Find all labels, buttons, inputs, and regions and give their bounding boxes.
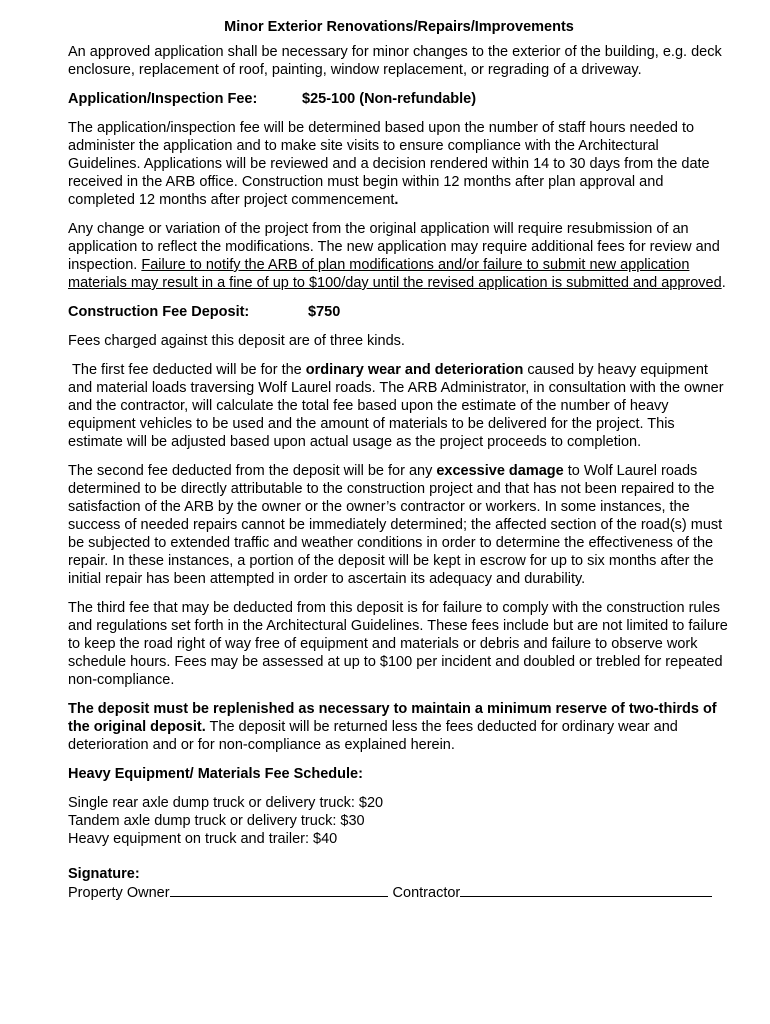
second-fee-post: to Wolf Laurel roads determined to be directly attributable to the construction project and that has not been repaired to the satisfaction of the ARB by the owner or the owner’s contractor or workers. In some instances, the success of needed repairs cannot be immediately determined; the affected section of the road(s) must be subjected to extended traffic and weather conditions in order to determine the effectiveness of the repair. In these instances, a portion of the deposit will be kept in escrow for up to six months after the initial repair has been attempted in order to ascertain its adequacy and durability. — [68, 463, 723, 587]
change-text: Any change or variation of the project from the original application will require resubmission of an application to reflect the modifications. The new application may require additional fees for review and inspection. — [68, 221, 720, 273]
application-fee-line — [68, 90, 730, 108]
second-fee-paragraph — [68, 462, 730, 588]
change-paragraph — [68, 220, 730, 292]
deposit-line — [68, 303, 730, 321]
first-fee-post: caused by heavy equipment and material loads traversing Wolf Laurel roads. The ARB Administrator, in consultation with the owner and the contractor, will calculate the total fee based upon the estimate of the number of heavy equipment vehicles to be used and the amount of materials to be delivered for the project. This estimate will be adjusted based upon actual usage as the project proceeds to completion. — [68, 362, 728, 450]
change-warning: Failure to notify the ARB of plan modifications and/or failure to submit new application materials may result in a fine of up to $100/day until the revised application is submitted and approved — [68, 257, 722, 291]
signature-heading: Signature: — [68, 866, 140, 882]
signature-line — [68, 883, 730, 902]
change-period: . — [721, 275, 726, 291]
replenish-post: The deposit will be returned less the fees deducted for ordinary wear and deterioration and or for non-compliance as explained herein. — [68, 719, 678, 753]
deposit-value: $750 — [308, 304, 341, 320]
document-title: Minor Exterior Renovations/Repairs/Improvements — [224, 19, 574, 35]
owner-label: Property Owner — [68, 885, 170, 901]
third-fee-paragraph: The third fee that may be deducted from this deposit is for failure to comply with the construction rules and regulations set forth in the Architectural Guidelines. These fees include but are not limited to failure to keep the road right of way free of equipment and materials or debris and failure to observe work schedule hours. Fees may be assessed at up to $100 per incident and doubled or trebled for repeated non-compliance. — [68, 600, 728, 688]
schedule-heading: Heavy Equipment/ Materials Fee Schedule: — [68, 766, 363, 782]
second-fee-pre: The second fee deducted from the deposit will be for any — [68, 463, 437, 479]
schedule-item: Heavy equipment on truck and trailer: $40 — [68, 831, 338, 847]
deposit-label: Construction Fee Deposit: — [68, 304, 250, 320]
second-fee-bold: excessive damage — [436, 463, 564, 479]
first-fee-bold: ordinary wear and deterioration — [305, 362, 524, 378]
deposit-intro: Fees charged against this deposit are of three kinds. — [68, 333, 405, 349]
schedule-item: Tandem axle dump truck or delivery truck: $30 — [68, 813, 365, 829]
first-fee-paragraph — [68, 361, 730, 451]
replenish-bold: The deposit must be replenished as necessary to maintain a minimum reserve of two-thirds of the original deposit. — [68, 701, 717, 735]
schedule-item: Single rear axle dump truck or delivery truck: $20 — [68, 795, 384, 811]
contractor-label: Contractor — [392, 885, 461, 901]
fee-schedule — [68, 794, 730, 848]
application-fee-period: . — [394, 192, 399, 208]
replenish-paragraph — [68, 700, 730, 754]
application-fee-text: The application/inspection fee will be determined based upon the number of staff hours needed to administer the application and to make site visits to ensure compliance with the Architectural Guidelines. Applications will be reviewed and a decision rendered within 14 to 30 days from the date received in the ARB office. Construction must begin within 12 months after plan approval and completed 12 months after project commencement — [68, 120, 710, 208]
intro-paragraph: An approved application shall be necessary for minor changes to the exterior of the building, e.g. deck enclosure, replacement of roof, painting, window replacement, or regrading of a driveway. — [68, 44, 722, 78]
owner-signature-field[interactable] — [170, 883, 388, 897]
application-fee-value: $25-100 (Non-refundable) — [302, 91, 477, 107]
application-fee-label: Application/Inspection Fee: — [68, 91, 258, 107]
first-fee-pre: The first fee deducted will be for the — [68, 362, 306, 378]
application-fee-paragraph — [68, 119, 730, 209]
contractor-signature-field[interactable] — [460, 883, 712, 897]
